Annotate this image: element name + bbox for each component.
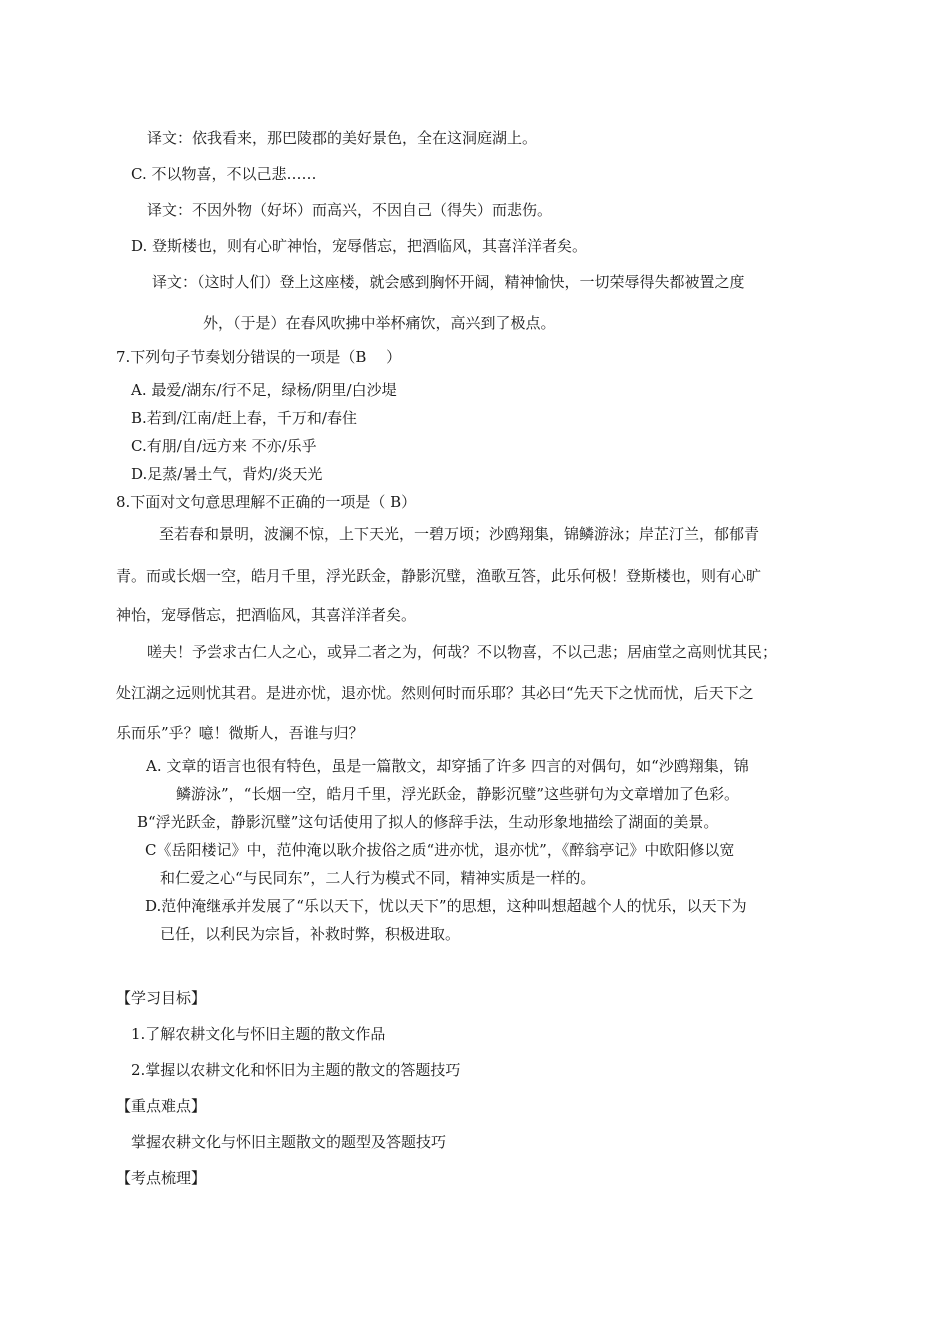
section-heading-learning-goals: 【学习目标】 — [116, 989, 207, 1007]
question-8-option-b: B“浮光跃金，静影沉璧”这句话使用了拟人的修辞手法，生动形象地描绘了湖面的美景。 — [137, 813, 719, 831]
question-7: 7.下列句子节奏划分错误的一项是（B ） — [116, 348, 402, 366]
passage-paragraph-1-line-1: 至若春和景明，波澜不惊，上下天光，一碧万顷；沙鸥翔集，锦鳞游泳；岸芷汀兰，郁郁青 — [159, 525, 760, 543]
question-8-option-a-line-1: A. 文章的语言也很有特色，虽是一篇散文，却穿插了许多 四言的对偶句，如“沙鸥翔集，锦 — [146, 757, 749, 775]
question-8-option-d-line-2: 已任，以利民为宗旨，补救时弊，积极进取。 — [160, 925, 461, 943]
question-7-option-d: D.足蒸/暑土气，背灼/炎天光 — [131, 465, 323, 483]
question-8-option-a-line-2: 鳞游泳”，“长烟一空，皓月千里，浮光跃金，静影沉璧”这些骈句为文章增加了色彩。 — [176, 785, 740, 803]
section-heading-exam-points: 【考点梳理】 — [116, 1169, 207, 1187]
translation-line-b: 译文：依我看来，那巴陵郡的美好景色，全在这洞庭湖上。 — [147, 129, 538, 147]
question-8-option-d-line-1: D.范仲淹继承并发展了“乐以天下，忧以天下”的思想，这种叫想超越个人的忧乐，以天下为 — [145, 897, 747, 915]
learning-goal-1: 1.了解农耕文化与怀旧主题的散文作品 — [131, 1025, 386, 1043]
question-8-option-c-line-2: 和仁爱之心“与民同东”，二人行为模式不同，精神实质是一样的。 — [160, 869, 596, 887]
learning-goal-2: 2.掌握以农耕文化和怀旧为主题的散文的答题技巧 — [131, 1061, 461, 1079]
question-8-option-c-line-1: C《岳阳楼记》中，范仲淹以耿介拔俗之质“进亦忧，退亦忧”，《醉翁亭记》中欧阳修以宽 — [145, 841, 735, 859]
key-point-text: 掌握农耕文化与怀旧主题散文的题型及答题技巧 — [131, 1133, 447, 1151]
translation-line-d-2: 外，（于是）在春风吹拂中举杯痛饮，高兴到了极点。 — [203, 314, 556, 332]
question-7-option-a: A. 最爱/湖东/行不足，绿杨/阴里/白沙堤 — [131, 381, 397, 399]
item-c: C. 不以物喜，不以己悲…… — [131, 165, 317, 183]
passage-paragraph-2-line-3: 乐而乐”乎？噫！微斯人，吾谁与归？ — [116, 724, 364, 742]
passage-paragraph-1-line-3: 神怡，宠辱偕忘，把酒临风，其喜洋洋者矣。 — [116, 606, 417, 624]
question-8: 8.下面对文句意思理解不正确的一项是（ B） — [116, 493, 417, 511]
translation-line-c: 译文：不因外物（好坏）而高兴，不因自己（得失）而悲伤。 — [147, 201, 553, 219]
passage-paragraph-2-line-1: 嗟夫！予尝求古仁人之心，或异二者之为，何哉？不以物喜，不以己悲；居庙堂之高则忧其民； — [147, 643, 778, 661]
item-d: D. 登斯楼也，则有心旷神怡，宠辱偕忘，把酒临风，其喜洋洋者矣。 — [131, 237, 588, 255]
translation-line-d-1: 译文：（这时人们）登上这座楼，就会感到胸怀开阔，精神愉快，一切荣辱得失都被置之度 — [152, 273, 745, 291]
question-7-option-c: C.有朋/自/远方来 不亦/乐乎 — [131, 437, 317, 455]
section-heading-key-points: 【重点难点】 — [116, 1097, 207, 1115]
passage-paragraph-1-line-2: 青。而或长烟一空，皓月千里，浮光跃金，静影沉璧，渔歌互答，此乐何极！登斯楼也，则有心旷 — [116, 567, 762, 585]
passage-paragraph-2-line-2: 处江湖之远则忧其君。是进亦忧，退亦忧。然则何时而乐耶？其必曰“先天下之忧而忧，后天下之 — [116, 684, 754, 702]
question-7-option-b: B.若到/江南/赶上春，千万和/春住 — [131, 409, 357, 427]
